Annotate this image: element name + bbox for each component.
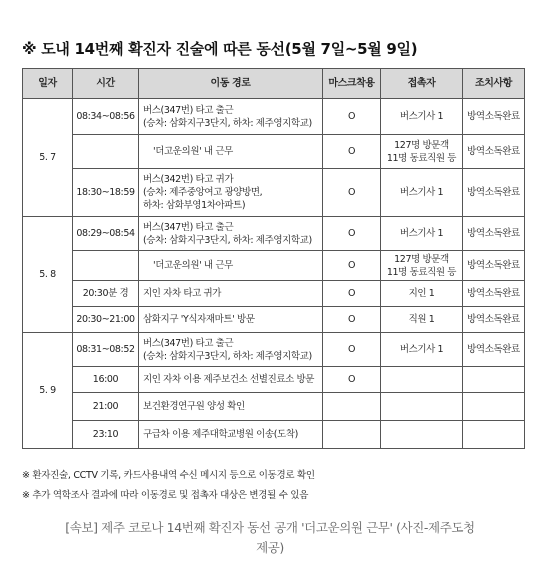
route-cell xyxy=(139,281,323,307)
header-time: 시간 xyxy=(73,69,139,99)
route-line: 삼화지구 'Y식자재마트' 방문 xyxy=(143,314,255,325)
table-row xyxy=(23,99,525,135)
contact-cell xyxy=(381,281,463,307)
route-line: 버스(347번) 타고 출근 xyxy=(143,104,234,116)
route-table xyxy=(22,68,525,449)
contact-cell xyxy=(381,393,463,421)
route-cell xyxy=(139,333,323,367)
mask-cell xyxy=(323,421,381,449)
route-line: '더고운의원' 내 근무 xyxy=(153,146,233,157)
action-cell: 방역소독완료 xyxy=(463,217,525,251)
time-cell: 23:10 xyxy=(73,421,139,449)
table-row xyxy=(23,393,525,421)
route-cell xyxy=(139,393,323,421)
mask-cell: O xyxy=(323,135,381,169)
time-cell: 16:00 xyxy=(73,367,139,393)
contact-cell xyxy=(381,251,463,281)
route-line: 버스(342번) 타고 귀가 xyxy=(143,174,234,185)
contact-cell xyxy=(381,307,463,333)
action-cell: 방역소독완료 xyxy=(463,169,525,217)
route-line: (승차: 삼화지구3단지, 하차: 제주영지학교) xyxy=(143,234,312,246)
mask-cell: O xyxy=(323,367,381,393)
time-cell: 08:34~08:56 xyxy=(73,99,139,135)
notes xyxy=(22,466,315,506)
route-line: 버스(347번) 타고 출근 xyxy=(143,221,234,233)
header-action: 조치사항 xyxy=(463,69,525,99)
table-row xyxy=(23,169,525,217)
time-cell: 08:31~08:52 xyxy=(73,333,139,367)
image-caption xyxy=(30,518,510,558)
table-row xyxy=(23,281,525,307)
contact-cell xyxy=(381,367,463,393)
action-cell: 방역소독완료 xyxy=(463,333,525,367)
contact-line: 127명 방문객 xyxy=(394,139,449,151)
action-cell: 방역소독완료 xyxy=(463,307,525,333)
route-cell xyxy=(139,307,323,333)
table-row xyxy=(23,217,525,251)
action-cell: 방역소독완료 xyxy=(463,251,525,281)
mask-cell: O xyxy=(323,99,381,135)
time-cell xyxy=(73,135,139,169)
contact-line: 버스기사 1 xyxy=(399,228,444,239)
contact-line: 버스기사 1 xyxy=(399,187,444,198)
contact-cell xyxy=(381,169,463,217)
action-cell: 방역소독완료 xyxy=(463,135,525,169)
time-cell: 21:00 xyxy=(73,393,139,421)
time-cell: 18:30~18:59 xyxy=(73,169,139,217)
mask-cell: O xyxy=(323,307,381,333)
table-row xyxy=(23,367,525,393)
time-cell: 08:29~08:54 xyxy=(73,217,139,251)
route-line: 보건환경연구원 양성 확인 xyxy=(143,401,245,412)
mask-cell: O xyxy=(323,169,381,217)
table-row xyxy=(23,421,525,449)
table-row xyxy=(23,333,525,367)
header-route: 이동 경로 xyxy=(139,69,323,99)
date-cell: 5. 8 xyxy=(23,217,73,333)
mask-cell xyxy=(323,393,381,421)
contact-line: 직원 1 xyxy=(408,314,435,325)
contact-line: 지인 1 xyxy=(408,288,435,299)
contact-cell xyxy=(381,217,463,251)
table-row xyxy=(23,307,525,333)
date-cell: 5. 9 xyxy=(23,333,73,449)
header-mask: 마스크착용 xyxy=(323,69,381,99)
table-row xyxy=(23,251,525,281)
action-cell: 방역소독완료 xyxy=(463,281,525,307)
contact-cell xyxy=(381,135,463,169)
contact-line: 버스기사 1 xyxy=(399,111,444,122)
action-cell: 방역소독완료 xyxy=(463,99,525,135)
route-line: (승차: 제주중앙여고 광양방면, xyxy=(143,187,263,198)
route-line: 지인 자차 타고 귀가 xyxy=(143,288,222,299)
route-cell xyxy=(139,251,323,281)
time-cell xyxy=(73,251,139,281)
mask-cell: O xyxy=(323,251,381,281)
route-cell xyxy=(139,367,323,393)
route-line: 구급차 이용 제주대학교병원 이송(도착) xyxy=(143,429,298,440)
route-line: 지인 자차 이용 제주보건소 선별진료소 방문 xyxy=(143,374,315,385)
contact-line: 버스기사 1 xyxy=(399,344,444,355)
caption-line: [속보] 제주 코로나 14번째 확진자 동선 공개 '더고운의원 근무' (사진-제주도청 xyxy=(65,520,475,535)
route-cell xyxy=(139,99,323,135)
route-line: 버스(347번) 타고 출근 xyxy=(143,337,234,349)
time-cell: 20:30분 경 xyxy=(73,281,139,307)
contact-cell xyxy=(381,99,463,135)
mask-cell: O xyxy=(323,217,381,251)
route-line: 하차: 삼화부영1차아파트) xyxy=(143,200,246,211)
document-title: ※ 도내 14번째 확진자 진술에 따른 동선(5월 7일~5월 9일) xyxy=(22,40,418,58)
route-cell xyxy=(139,217,323,251)
table-header-row xyxy=(23,69,525,99)
caption-line: 제공) xyxy=(256,540,284,555)
header-date: 일자 xyxy=(23,69,73,99)
route-cell xyxy=(139,169,323,217)
contact-cell xyxy=(381,333,463,367)
route-line: '더고운의원' 내 근무 xyxy=(153,260,233,271)
date-cell: 5. 7 xyxy=(23,99,73,217)
mask-cell: O xyxy=(323,333,381,367)
table-row xyxy=(23,135,525,169)
contact-line: 11명 동료직원 등 xyxy=(386,266,457,278)
header-contact: 접촉자 xyxy=(381,69,463,99)
action-cell xyxy=(463,421,525,449)
contact-line: 11명 동료직원 등 xyxy=(386,152,457,164)
mask-cell: O xyxy=(323,281,381,307)
action-cell xyxy=(463,367,525,393)
note-line: ※ 추가 역학조사 결과에 따라 이동경로 및 접촉자 대상은 변경될 수 있음 xyxy=(22,490,309,501)
contact-cell xyxy=(381,421,463,449)
action-cell xyxy=(463,393,525,421)
route-line: (승차: 삼화지구3단지, 하차: 제주영지학교) xyxy=(143,350,312,362)
contact-line: 127명 방문객 xyxy=(394,253,449,265)
note-line: ※ 환자진술, CCTV 기록, 카드사용내역 수신 메시지 등으로 이동경로 확인 xyxy=(22,470,315,481)
time-cell: 20:30~21:00 xyxy=(73,307,139,333)
route-cell xyxy=(139,135,323,169)
route-cell xyxy=(139,421,323,449)
route-line: (승차: 삼화지구3단지, 하차: 제주영지학교) xyxy=(143,117,312,129)
